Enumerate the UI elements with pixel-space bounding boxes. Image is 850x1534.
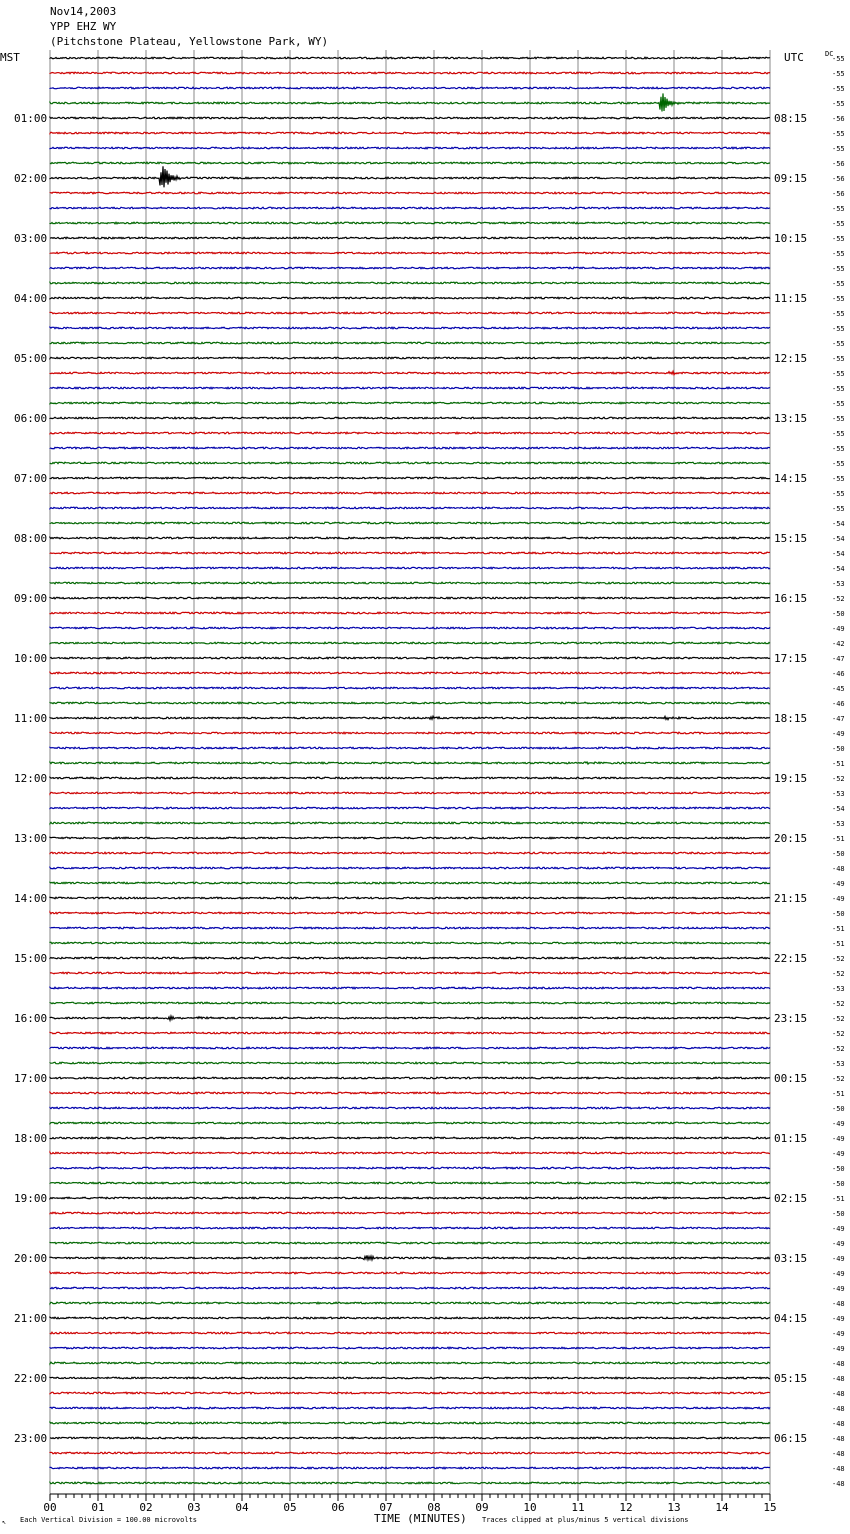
mst-hour-label: 17:00 [14, 1072, 48, 1085]
dc-offset-label: -51 [832, 925, 845, 933]
dc-offset-label: -49 [832, 625, 845, 633]
dc-offset-label: -55 [832, 355, 845, 363]
dc-offset-label: -50 [832, 610, 845, 618]
dc-offset-label: -48 [832, 1390, 845, 1398]
dc-offset-label: -55 [832, 310, 845, 318]
utc-hour-label: 22:15 [774, 952, 808, 965]
trace-line [50, 687, 770, 689]
dc-offset-label: -52 [832, 1000, 845, 1008]
dc-offset-label: -52 [832, 1030, 845, 1038]
dc-offset-label: -56 [832, 160, 845, 168]
trace-line [50, 57, 770, 59]
x-axis-title: TIME (MINUTES) [374, 1512, 467, 1525]
mst-hour-label: 04:00 [14, 292, 48, 305]
dc-offset-label: -55 [832, 55, 845, 63]
trace-line [50, 1362, 770, 1364]
dc-offset-label: -56 [832, 190, 845, 198]
x-tick-label: 01 [91, 1501, 105, 1514]
trace-line [50, 1227, 770, 1229]
trace-line [50, 1242, 770, 1244]
mst-hour-label: 05:00 [14, 352, 48, 365]
trace-line [50, 1467, 770, 1469]
dc-offset-label: -55 [832, 385, 845, 393]
trace-line [50, 1062, 770, 1064]
utc-hour-label: 19:15 [774, 772, 808, 785]
time-axis [43, 1494, 776, 1514]
x-tick-label: 07 [379, 1501, 393, 1514]
trace-line [50, 1197, 770, 1199]
utc-hour-label: 08:15 [774, 112, 808, 125]
x-tick-label: 02 [139, 1501, 153, 1514]
mst-hour-label: 21:00 [14, 1312, 48, 1325]
mst-hour-label: 23:00 [14, 1432, 48, 1445]
trace-line [50, 462, 770, 464]
utc-hour-label: 10:15 [774, 232, 808, 245]
trace-line [50, 252, 770, 254]
x-tick-label: 09 [475, 1501, 489, 1514]
trace-line [50, 747, 770, 749]
trace-line [50, 1332, 770, 1334]
trace-line [50, 582, 770, 584]
dc-offset-label: -49 [832, 1330, 845, 1338]
trace-line [50, 1107, 770, 1109]
utc-hour-label: 06:15 [774, 1432, 808, 1445]
mst-hour-label: 22:00 [14, 1372, 48, 1385]
record-date: Nov14,2003 [50, 5, 117, 18]
dc-offset-label: -53 [832, 580, 845, 588]
dc-offset-label: -55 [832, 445, 845, 453]
trace-line [50, 312, 770, 314]
trace-line [50, 552, 770, 554]
dc-offset-label: -46 [832, 700, 845, 708]
dc-offset-label: -55 [832, 145, 845, 153]
trace-line [50, 1255, 770, 1259]
trace-line [50, 822, 770, 824]
trace-line [50, 1182, 770, 1184]
trace-line [50, 72, 770, 74]
utc-hour-label: 17:15 [774, 652, 808, 665]
dc-offset-label: -53 [832, 820, 845, 828]
dc-offset-label: -50 [832, 1105, 845, 1113]
dc-offset-label: -53 [832, 985, 845, 993]
trace-line [50, 1092, 770, 1094]
trace-line [50, 117, 770, 119]
x-tick-label: 05 [283, 1501, 297, 1514]
dc-offset-label: -48 [832, 1465, 845, 1473]
trace-line [50, 1137, 770, 1139]
utc-hour-label: 04:15 [774, 1312, 808, 1325]
trace-line [50, 837, 770, 839]
dc-offset-label: -55 [832, 415, 845, 423]
trace-line [50, 612, 770, 614]
station-location: (Pitchstone Plateau, Yellowstone Park, WY) [50, 35, 329, 48]
dc-offset-header: DC [825, 50, 834, 58]
trace-line [50, 792, 770, 794]
dc-offset-label: -51 [832, 835, 845, 843]
x-tick-label: 11 [571, 1501, 585, 1514]
trace-line [50, 492, 770, 494]
utc-hour-label: 15:15 [774, 532, 808, 545]
dc-offset-label: -49 [832, 1270, 845, 1278]
dc-offset-label: -50 [832, 745, 845, 753]
dc-offset-label: -55 [832, 280, 845, 288]
trace-line [50, 1077, 770, 1079]
trace-line [50, 1016, 770, 1020]
utc-hour-label: 12:15 [774, 352, 808, 365]
dc-offset-label: -55 [832, 460, 845, 468]
mst-hour-label: 08:00 [14, 532, 48, 545]
dc-offset-labels [832, 55, 845, 1488]
dc-offset-label: -54 [832, 565, 845, 573]
trace-line [50, 912, 770, 914]
trace-line [50, 166, 770, 187]
dc-offset-label: -48 [832, 1435, 845, 1443]
mst-hour-labels [14, 112, 47, 1445]
trace-line [50, 522, 770, 524]
trace-line [50, 282, 770, 284]
dc-offset-label: -55 [832, 220, 845, 228]
dc-offset-label: -55 [832, 340, 845, 348]
mst-hour-label: 14:00 [14, 892, 48, 905]
dc-offset-label: -49 [832, 880, 845, 888]
dc-offset-label: -56 [832, 115, 845, 123]
mst-hour-label: 02:00 [14, 172, 48, 185]
trace-line [50, 1287, 770, 1289]
trace-line [50, 267, 770, 269]
trace-line [50, 627, 770, 629]
dc-offset-label: -53 [832, 790, 845, 798]
dc-offset-label: -49 [832, 1120, 845, 1128]
utc-hour-label: 23:15 [774, 1012, 808, 1025]
clip-note: Traces clipped at plus/minus 5 vertical divisions [482, 1516, 689, 1524]
utc-hour-label: 14:15 [774, 472, 808, 485]
trace-line [50, 192, 770, 194]
dc-offset-label: -55 [832, 85, 845, 93]
utc-hour-label: 03:15 [774, 1252, 808, 1265]
trace-line [50, 1482, 770, 1484]
mst-hour-label: 01:00 [14, 112, 48, 125]
trace-line [50, 162, 770, 164]
dc-offset-label: -49 [832, 1150, 845, 1158]
dc-offset-label: -50 [832, 1210, 845, 1218]
trace-line [50, 342, 770, 344]
dc-offset-label: -49 [832, 895, 845, 903]
scale-note: Each Vertical Division = 100.00 microvolts [20, 1516, 198, 1524]
trace-line [50, 207, 770, 209]
dc-offset-label: -47 [832, 655, 845, 663]
trace-line [50, 1452, 770, 1454]
dc-offset-label: -51 [832, 1195, 845, 1203]
utc-hour-label: 18:15 [774, 712, 808, 725]
utc-hour-label: 21:15 [774, 892, 808, 905]
trace-line [50, 777, 770, 779]
mst-hour-label: 07:00 [14, 472, 48, 485]
dc-offset-label: -53 [832, 1060, 845, 1068]
dc-offset-label: -55 [832, 295, 845, 303]
dc-offset-label: -49 [832, 1345, 845, 1353]
trace-line [50, 402, 770, 404]
trace-line [50, 417, 770, 419]
trace-line [50, 1032, 770, 1034]
trace-line [50, 222, 770, 224]
utc-hour-label: 05:15 [774, 1372, 808, 1385]
trace-line [50, 867, 770, 869]
dc-offset-label: -52 [832, 970, 845, 978]
dc-offset-label: -50 [832, 1180, 845, 1188]
trace-line [50, 927, 770, 929]
dc-offset-label: -46 [832, 670, 845, 678]
dc-offset-label: -49 [832, 1240, 845, 1248]
mst-hour-label: 03:00 [14, 232, 48, 245]
trace-line [50, 477, 770, 479]
trace-line [50, 642, 770, 644]
trace-line [50, 1047, 770, 1049]
dc-offset-label: -55 [832, 370, 845, 378]
dc-offset-label: -54 [832, 520, 845, 528]
trace-line [50, 987, 770, 989]
mst-hour-label: 13:00 [14, 832, 48, 845]
trace-line [50, 1302, 770, 1304]
mst-hour-label: 12:00 [14, 772, 48, 785]
dc-offset-label: -52 [832, 1015, 845, 1023]
trace-line [50, 132, 770, 134]
utc-hour-label: 00:15 [774, 1072, 808, 1085]
dc-offset-label: -55 [832, 70, 845, 78]
x-tick-label: 00 [43, 1501, 57, 1514]
trace-line [50, 432, 770, 434]
trace-line [50, 1422, 770, 1424]
dc-offset-label: -49 [832, 1225, 845, 1233]
dc-offset-label: -45 [832, 685, 845, 693]
trace-line [50, 972, 770, 974]
station-code: YPP EHZ WY [50, 20, 117, 33]
dc-offset-label: -48 [832, 1480, 845, 1488]
trace-line [50, 1407, 770, 1409]
x-tick-label: 10 [523, 1501, 537, 1514]
trace-line [50, 87, 770, 89]
x-tick-label: 15 [763, 1501, 777, 1514]
dc-offset-label: -48 [832, 865, 845, 873]
dc-offset-label: -50 [832, 910, 845, 918]
trace-line [50, 807, 770, 809]
left-timezone-label: MST [0, 51, 20, 64]
dc-offset-label: -48 [832, 1360, 845, 1368]
dc-offset-label: -54 [832, 535, 845, 543]
dc-offset-label: -47 [832, 715, 845, 723]
trace-line [50, 762, 770, 764]
trace-line [50, 1152, 770, 1154]
trace-line [50, 852, 770, 854]
dc-offset-label: -50 [832, 850, 845, 858]
trace-line [50, 567, 770, 569]
trace-line [50, 327, 770, 329]
dc-offset-label: -49 [832, 1255, 845, 1263]
trace-line [50, 957, 770, 959]
dc-offset-label: -55 [832, 325, 845, 333]
trace-line [50, 1122, 770, 1124]
dc-offset-label: -54 [832, 805, 845, 813]
corner-mark: ↖ [2, 1518, 7, 1526]
dc-offset-label: -55 [832, 130, 845, 138]
mst-hour-label: 06:00 [14, 412, 48, 425]
dc-offset-label: -49 [832, 1135, 845, 1143]
utc-hour-label: 02:15 [774, 1192, 808, 1205]
dc-offset-label: -55 [832, 475, 845, 483]
trace-line [50, 387, 770, 389]
x-tick-label: 03 [187, 1501, 201, 1514]
trace-line [50, 942, 770, 944]
dc-offset-label: -48 [832, 1375, 845, 1383]
trace-line [50, 1002, 770, 1004]
x-tick-label: 08 [427, 1501, 441, 1514]
dc-offset-label: -42 [832, 640, 845, 648]
trace-line [50, 93, 770, 111]
dc-offset-label: -52 [832, 1045, 845, 1053]
trace-line [50, 1317, 770, 1319]
trace-line [50, 147, 770, 149]
trace-line [50, 1212, 770, 1214]
x-tick-label: 06 [331, 1501, 345, 1514]
x-tick-label: 14 [715, 1501, 729, 1514]
right-timezone-label: UTC [784, 51, 804, 64]
dc-offset-label: -50 [832, 1165, 845, 1173]
trace-line [50, 657, 770, 659]
trace-line [50, 1347, 770, 1349]
dc-offset-label: -56 [832, 175, 845, 183]
dc-offset-label: -48 [832, 1450, 845, 1458]
x-tick-label: 12 [619, 1501, 633, 1514]
mst-hour-label: 16:00 [14, 1012, 48, 1025]
trace-line [50, 507, 770, 509]
mst-hour-label: 11:00 [14, 712, 48, 725]
mst-hour-label: 15:00 [14, 952, 48, 965]
dc-offset-label: -54 [832, 550, 845, 558]
trace-line [50, 732, 770, 734]
trace-line [50, 447, 770, 449]
dc-offset-label: -55 [832, 235, 845, 243]
trace-line [50, 357, 770, 359]
dc-offset-label: -52 [832, 955, 845, 963]
dc-offset-label: -55 [832, 400, 845, 408]
dc-offset-label: -49 [832, 730, 845, 738]
minute-gridlines [50, 50, 770, 1494]
trace-rows [50, 57, 770, 1484]
dc-offset-label: -55 [832, 430, 845, 438]
trace-line [50, 716, 770, 719]
dc-offset-label: -48 [832, 1300, 845, 1308]
dc-offset-label: -52 [832, 1075, 845, 1083]
dc-offset-label: -55 [832, 265, 845, 273]
trace-line [50, 1392, 770, 1394]
utc-hour-labels [774, 112, 807, 1445]
utc-hour-label: 09:15 [774, 172, 808, 185]
mst-hour-label: 20:00 [14, 1252, 48, 1265]
utc-hour-label: 11:15 [774, 292, 808, 305]
x-tick-label: 04 [235, 1501, 249, 1514]
mst-hour-label: 09:00 [14, 592, 48, 605]
trace-line [50, 371, 770, 374]
dc-offset-label: -55 [832, 505, 845, 513]
x-tick-label: 13 [667, 1501, 681, 1514]
dc-offset-label: -55 [832, 490, 845, 498]
trace-line [50, 1167, 770, 1169]
trace-line [50, 1437, 770, 1439]
trace-line [50, 702, 770, 704]
trace-line [50, 897, 770, 899]
dc-offset-label: -51 [832, 760, 845, 768]
mst-hour-label: 18:00 [14, 1132, 48, 1145]
utc-hour-label: 16:15 [774, 592, 808, 605]
trace-line [50, 672, 770, 674]
mst-hour-label: 10:00 [14, 652, 48, 665]
dc-offset-label: -48 [832, 1420, 845, 1428]
dc-offset-label: -55 [832, 250, 845, 258]
dc-offset-label: -55 [832, 100, 845, 108]
trace-line [50, 1272, 770, 1274]
dc-offset-label: -52 [832, 595, 845, 603]
trace-line [50, 882, 770, 884]
trace-line [50, 1377, 770, 1379]
dc-offset-label: -49 [832, 1285, 845, 1293]
utc-hour-label: 13:15 [774, 412, 808, 425]
trace-line [50, 237, 770, 239]
dc-offset-label: -52 [832, 775, 845, 783]
mst-hour-label: 19:00 [14, 1192, 48, 1205]
dc-offset-label: -49 [832, 1315, 845, 1323]
dc-offset-label: -51 [832, 1090, 845, 1098]
dc-offset-label: -55 [832, 205, 845, 213]
utc-hour-label: 20:15 [774, 832, 808, 845]
trace-line [50, 537, 770, 539]
utc-hour-label: 01:15 [774, 1132, 808, 1145]
dc-offset-label: -48 [832, 1405, 845, 1413]
trace-line [50, 597, 770, 599]
dc-offset-label: -51 [832, 940, 845, 948]
trace-line [50, 297, 770, 299]
